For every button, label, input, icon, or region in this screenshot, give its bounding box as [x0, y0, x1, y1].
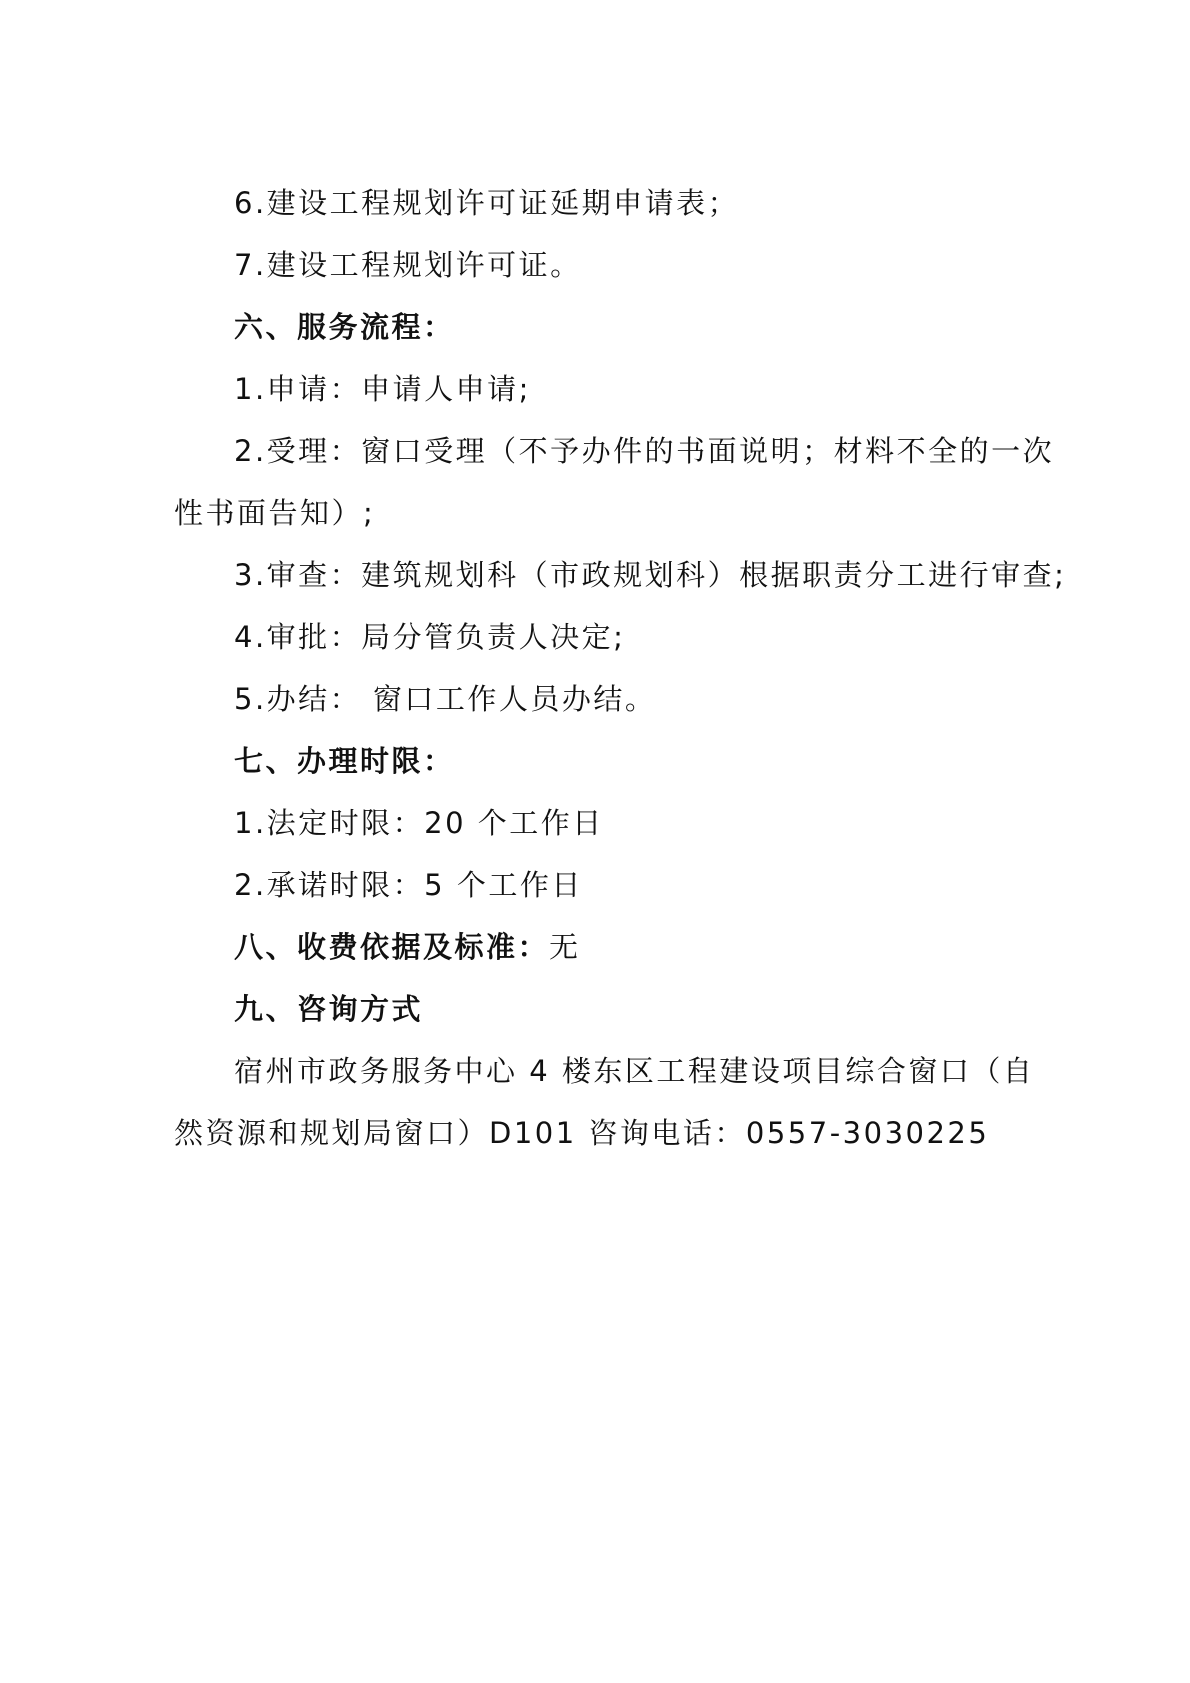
process-step-review: 3.审查：建筑规划科（市政规划科）根据职责分工进行审查;: [234, 558, 1067, 592]
section-fees: [174, 916, 1054, 978]
consultation-address: 宿州市政务服务中心 4 楼东区工程建设项目综合窗口（自: [234, 1054, 1035, 1088]
section-heading-time-limit: 七、办理时限：: [234, 744, 455, 778]
fees-value: 无: [549, 930, 581, 964]
list-item-6: 6.建设工程规划许可证延期申请表；: [234, 186, 740, 220]
process-step-approve: 4.审批：局分管负责人决定;: [234, 620, 626, 654]
time-limit-promised: 2.承诺时限：5 个工作日: [234, 868, 583, 902]
process-step-complete: 5.办结： 窗口工作人员办结。: [234, 682, 657, 716]
consultation-address-continued: 然资源和规划局窗口）D101 咨询电话：0557-3030225: [174, 1116, 990, 1150]
section-heading-fees: 八、收费依据及标准：: [234, 930, 550, 964]
process-step-apply: 1.申请：申请人申请;: [234, 372, 531, 406]
process-step-accept: 2.受理：窗口受理（不予办件的书面说明；材料不全的一次: [234, 434, 1055, 468]
section-heading-consultation: 九、咨询方式: [234, 992, 424, 1026]
document-body: [174, 172, 1067, 1164]
list-item-7: 7.建设工程规划许可证。: [234, 248, 582, 282]
time-limit-statutory: 1.法定时限：20 个工作日: [234, 806, 604, 840]
section-heading-service-process: 六、服务流程：: [234, 310, 455, 344]
process-step-accept-continued: 性书面告知）;: [174, 496, 376, 530]
